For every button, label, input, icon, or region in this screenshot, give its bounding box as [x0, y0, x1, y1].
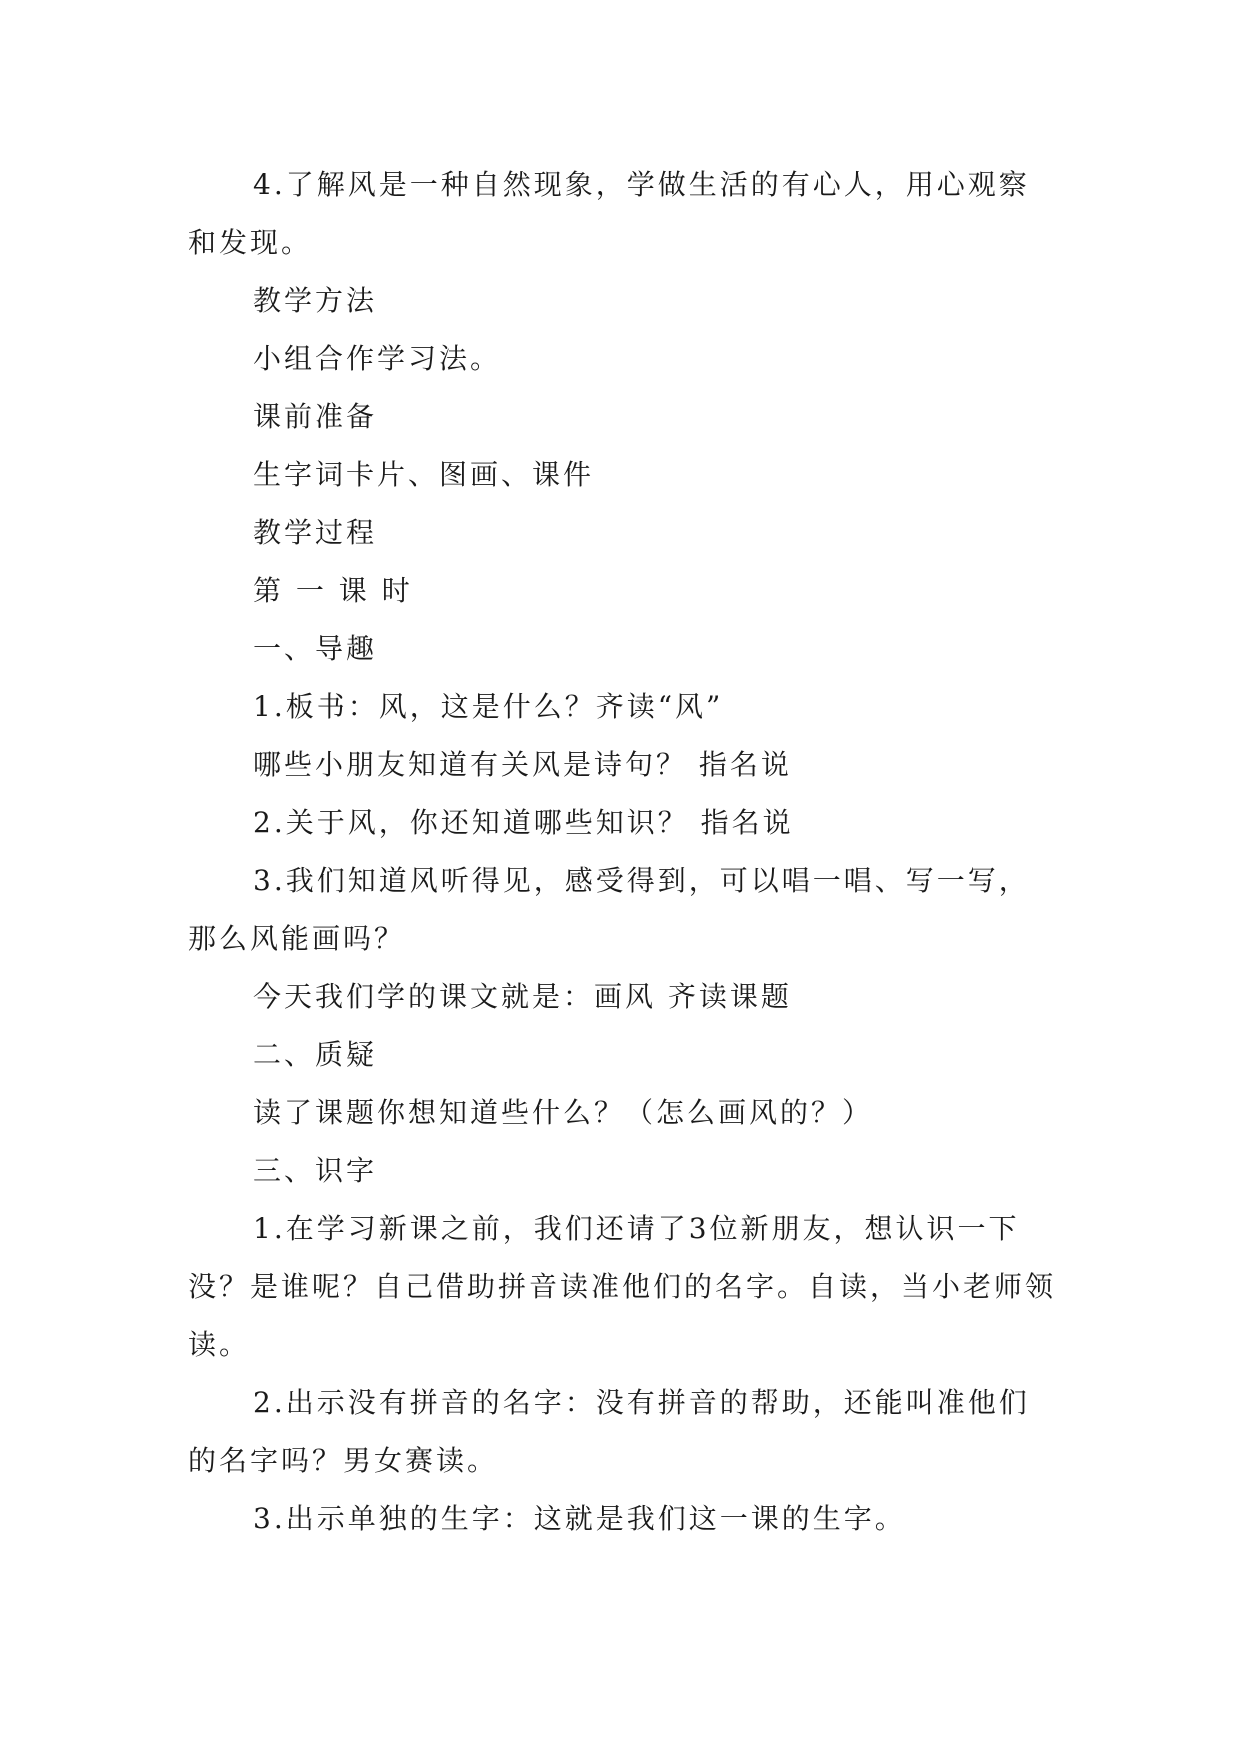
objective-4: 4.了解风是一种自然现象，学做生活的有心人，用心观察和发现。 [188, 168, 1030, 259]
lesson-period-heading: 第 一 课 时 [253, 574, 413, 607]
section-2-heading: 二、质疑 [253, 1038, 378, 1071]
step-3-1: 1.在学习新课之前，我们还请了3位新朋友，想认识一下没？是谁呢？自己借助拼音读准他们的名字。自读，当小老师领读。 [188, 1212, 1057, 1361]
step-3-3: 3.出示单独的生字：这就是我们这一课的生字。 [253, 1502, 906, 1535]
step-1-3: 3.我们知道风听得见，感受得到，可以唱一唱、写一写，那么风能画吗？ [188, 864, 1030, 955]
teaching-method-text: 小组合作学习法。 [253, 342, 502, 375]
section-3-heading: 三、识字 [253, 1154, 378, 1187]
heading-teaching-process: 教学过程 [253, 516, 378, 549]
step-1-2: 2.关于风，你还知道哪些知识？ 指名说 [253, 806, 794, 839]
section-2-text: 读了课题你想知道些什么？（怎么画风的？） [253, 1096, 874, 1129]
step-1-1: 1.板书：风，这是什么？齐读“风” [253, 690, 724, 723]
step-3-2: 2.出示没有拼音的名字：没有拼音的帮助，还能叫准他们的名字吗？男女赛读。 [188, 1386, 1030, 1477]
heading-preparation: 课前准备 [253, 400, 378, 433]
document-body [188, 156, 1058, 1548]
step-1-1-followup: 哪些小朋友知道有关风是诗句？ 指名说 [253, 748, 792, 781]
section-1-heading: 一、导趣 [253, 632, 378, 665]
preparation-text: 生字词卡片、图画、课件 [253, 458, 595, 491]
heading-teaching-method: 教学方法 [253, 284, 378, 317]
step-1-3-followup: 今天我们学的课文就是：画风 齐读课题 [253, 980, 792, 1013]
